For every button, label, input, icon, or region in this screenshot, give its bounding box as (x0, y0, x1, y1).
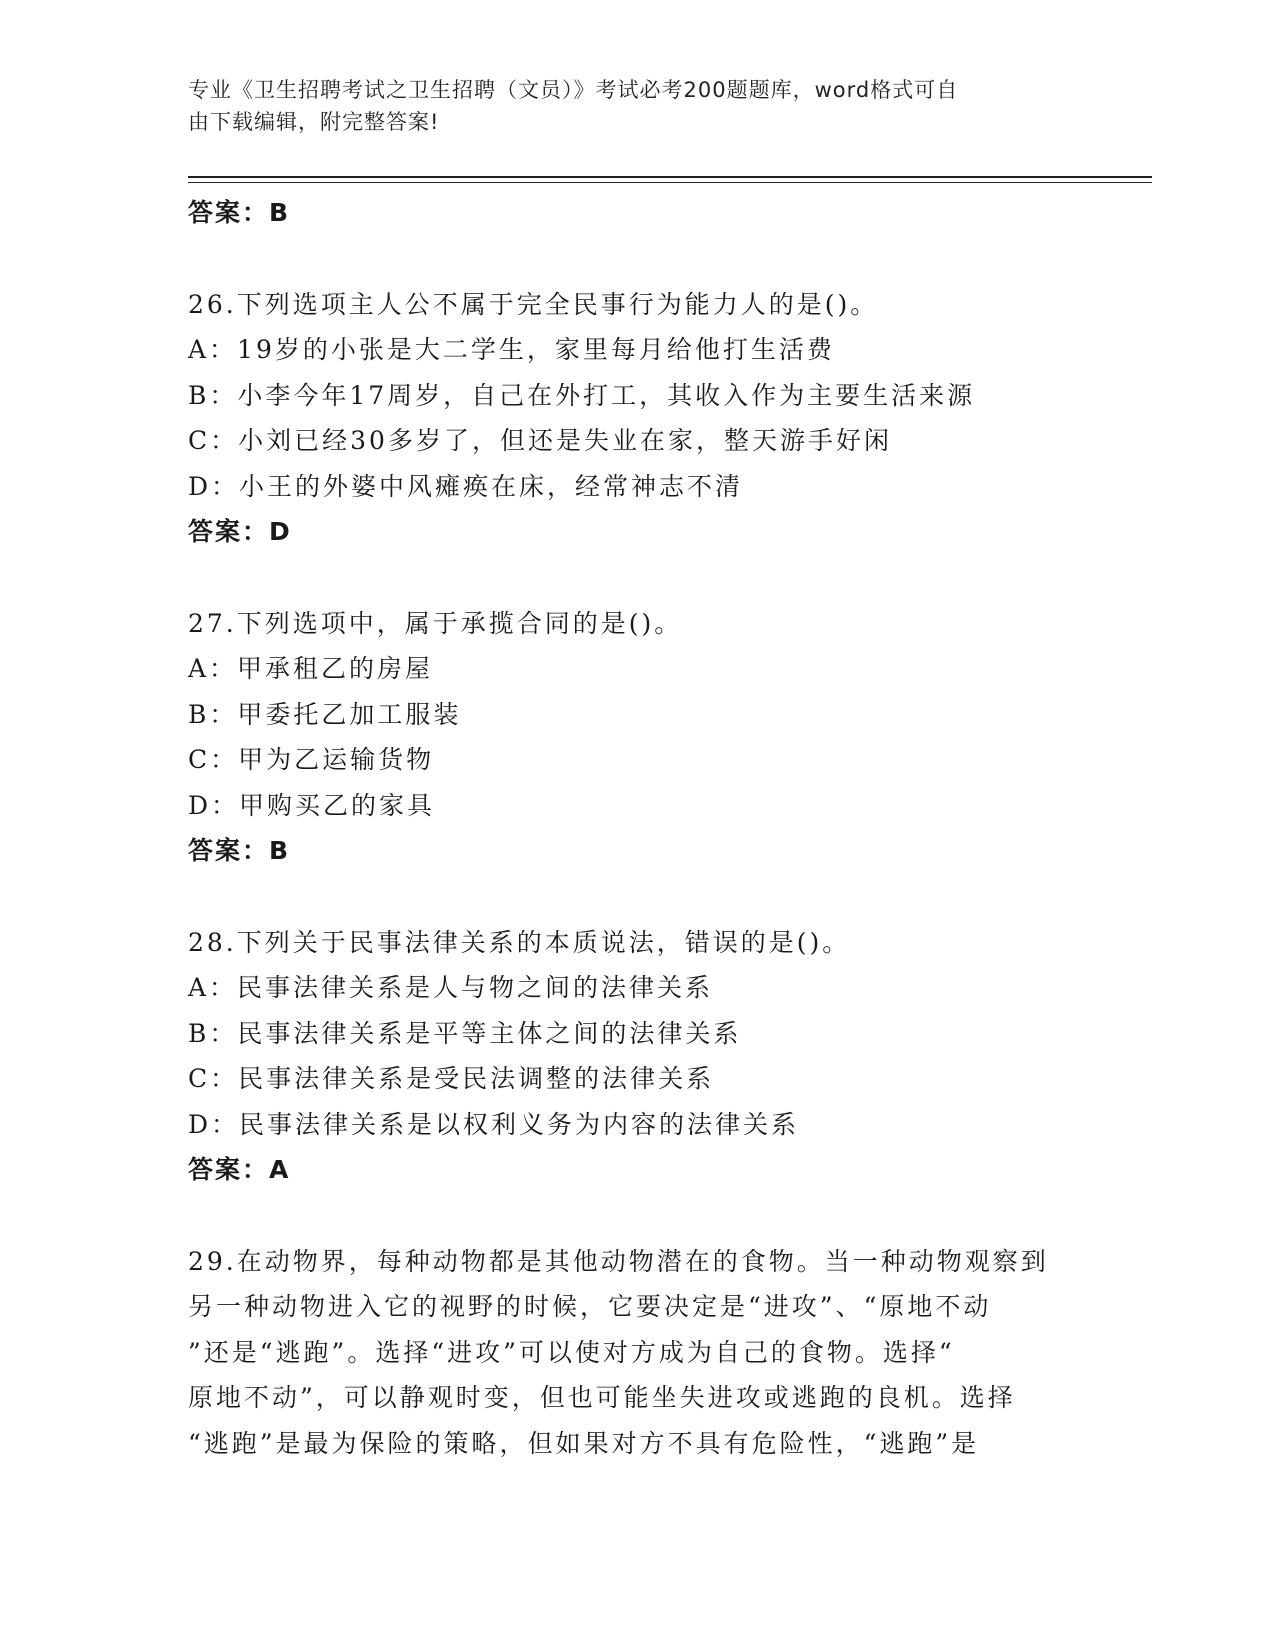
answer-line: 答案：B (188, 198, 291, 227)
question-text-line: 另一种动物进入它的视野的时候，它要决定是“进攻”、“原地不动 (188, 1292, 992, 1321)
option-d: D：小王的外婆中风瘫痪在床，经常神志不清 (188, 471, 744, 501)
option-b: B：甲委托乙加工服装 (188, 699, 462, 729)
option-c: C：甲为乙运输货物 (188, 745, 435, 774)
question-text-line: 29.在动物界，每种动物都是其他动物潜在的食物。当一种动物观察到 (188, 1246, 1049, 1276)
header-line-2: 由下载编辑，附完整答案! (188, 110, 440, 134)
answer-line: 答案：D (188, 517, 292, 546)
option-a: A：19岁的小张是大二学生，家里每月给他打生活费 (188, 335, 835, 364)
question-text: 27.下列选项中，属于承揽合同的是()。 (188, 608, 683, 638)
question-text: 28.下列关于民事法律关系的本质说法，错误的是()。 (188, 927, 851, 957)
document-body (188, 190, 1088, 1466)
question-text-line: “逃跑”是最为保险的策略，但如果对方不具有危险性，“逃跑”是 (188, 1428, 980, 1458)
header-rule-thin (188, 182, 1152, 183)
question-block-29 (188, 1239, 1088, 1467)
question-block-26 (188, 282, 1088, 555)
question-block-27 (188, 601, 1088, 874)
header-line-1: 专业《卫生招聘考试之卫生招聘（文员）》考试必考200题题库，word格式可自 (188, 78, 959, 102)
question-text: 26.下列选项主人公不属于完全民事行为能力人的是()。 (188, 289, 879, 319)
answer-line: 答案：B (188, 836, 291, 865)
spacer (188, 1193, 1088, 1239)
question-text-line: 原地不动”，可以静观时变，但也可能坐失进攻或逃跑的良机。选择 (188, 1383, 1016, 1412)
question-text-line: ”还是“逃跑”。选择“进攻”可以使对方成为自己的食物。选择“ (188, 1337, 955, 1367)
spacer (188, 555, 1088, 601)
option-c: C：小刘已经30多岁了，但还是失业在家，整天游手好闲 (188, 426, 892, 455)
answer-line: 答案：A (188, 1155, 291, 1184)
question-block-28 (188, 920, 1088, 1193)
option-a: A：民事法律关系是人与物之间的法律关系 (188, 973, 714, 1002)
spacer (188, 874, 1088, 920)
option-b: B：民事法律关系是平等主体之间的法律关系 (188, 1018, 742, 1048)
option-c: C：民事法律关系是受民法调整的法律关系 (188, 1064, 715, 1093)
option-b: B：小李今年17周岁，自己在外打工，其收入作为主要生活来源 (188, 380, 976, 410)
option-d: D：民事法律关系是以权利义务为内容的法律关系 (188, 1109, 800, 1139)
document-header (188, 74, 1068, 138)
option-d: D：甲购买乙的家具 (188, 790, 436, 820)
header-rule-thick (188, 176, 1152, 178)
spacer (188, 236, 1088, 282)
option-a: A：甲承租乙的房屋 (188, 654, 434, 683)
